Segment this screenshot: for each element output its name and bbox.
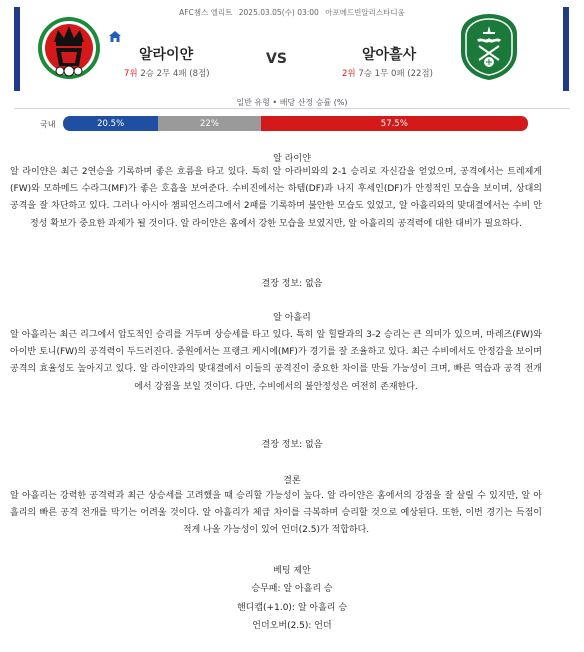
odds-label: 국내 <box>40 120 56 129</box>
betting-overunder: 언더오버(2.5): 언더 <box>252 621 332 631</box>
match-header <box>0 0 584 92</box>
betting-title: 베팅 제안 <box>273 566 311 576</box>
draw-probability: 22% <box>158 116 260 131</box>
betting-handicap: 핸디캡(+1.0): 알 아흘리 승 <box>236 603 348 613</box>
league-name: AFC챔스 엘리트 <box>179 8 233 17</box>
conclusion-text: 알 아흘리는 강력한 공격력과 최근 상승세를 고려했을 때 승리할 가능성이 높다. 알 라이얀은 홈에서의 강점을 잘 살릴 수 있지만, 알 아흘리의 빠른 공격 전개를 막기는 어려울 것이다. 알 아흘리가 체급 차이를 극복하며 승리할 것으로 예상된다. 또한, 이번 경기는 득점이 적게 나올 가능성이 있어 언더(2.5)가 적합하다. <box>10 491 542 536</box>
odds-divider <box>14 108 570 109</box>
home-team-name: 알라이얀 <box>139 47 194 63</box>
conclusion-title: 결론 <box>283 476 301 486</box>
home-team-record <box>124 67 210 79</box>
home-team-logo <box>36 14 102 82</box>
home-record-text: 2승 2무 4패 (8점) <box>140 69 210 79</box>
home-analysis-title: 알 라이얀 <box>273 154 311 164</box>
betting-result: 승무패: 알 아흘리 승 <box>251 584 333 594</box>
away-team-record <box>342 67 433 79</box>
home-icon <box>109 27 121 38</box>
odds-title: 일반 유형 • 배당 산정 승률 (%) <box>236 98 348 107</box>
home-win-probability: 20.5% <box>63 116 158 131</box>
left-accent-bar <box>14 7 20 91</box>
away-injury-info: 결장 정보: 없음 <box>261 440 323 450</box>
away-team-name: 알아흘사 <box>362 47 417 63</box>
away-analysis-title: 알 아흘리 <box>273 313 311 323</box>
home-injury-info: 결장 정보: 없음 <box>261 279 323 289</box>
away-win-probability: 57.5% <box>261 116 528 131</box>
right-accent-bar <box>563 7 569 91</box>
home-analysis-text: 알 라이얀은 최근 2연승을 기록하며 좋은 흐름을 타고 있다. 특히 알 아라비와의 2-1 승리로 자신감을 얻었으며, 공격에서는 트레제게(FW)와 모하메드 수라그(MF)가 좋은 호흡을 보여준다. 수비진에서는 하템(DF)과 나지 후세인(DF)가 안정적인 모습을 보이며, 상대의 공격을 잘 차단하고 있다. 그러나 아시아 챔피언스리그에서 2패를 기록하며 불안한 모습도 있었고, 알 아흘리와의 맞대결에서는 수비 안정성 확보가 중요한 과제가 될 것이다. 알 라이얀은 홈에서 강한 모습을 보였지만, 알 아흘리의 공격력에 대한 대비가 필요하다. <box>10 167 542 229</box>
away-team-logo <box>457 12 521 82</box>
venue-name: 아포메드빈알리스타디움 <box>325 8 405 17</box>
odds-probability-bar <box>63 116 528 131</box>
versus-label: VS <box>266 51 287 67</box>
home-rank: 7위 <box>124 69 138 79</box>
away-rank: 2위 <box>342 69 356 79</box>
away-analysis-text: 알 아흘리는 최근 리그에서 압도적인 승리를 거두며 상승세를 타고 있다. 특히 알 힐랄과의 3-2 승리는 큰 의미가 있으며, 마레즈(FW)와 아이반 토니(FW)의 공격력이 두드러진다. 중원에서는 프랭크 케시에(MF)가 경기를 잘 조율하고 있다. 최근 수비에서도 안정감을 보이며 공격의 효율성도 높아지고 있다. 알 라이얀과의 맞대결에서 이들의 공격진이 중요한 차이를 만들 가능성이 크며, 빠른 역습과 공격 전개에서 강점을 보일 것이다. 다만, 수비에서의 불안정성은 여전히 존재한다. <box>10 330 542 392</box>
away-record-text: 7승 1무 0패 (22점) <box>358 69 433 79</box>
match-datetime: 2025.03.05(수) 03:00 <box>238 8 319 17</box>
